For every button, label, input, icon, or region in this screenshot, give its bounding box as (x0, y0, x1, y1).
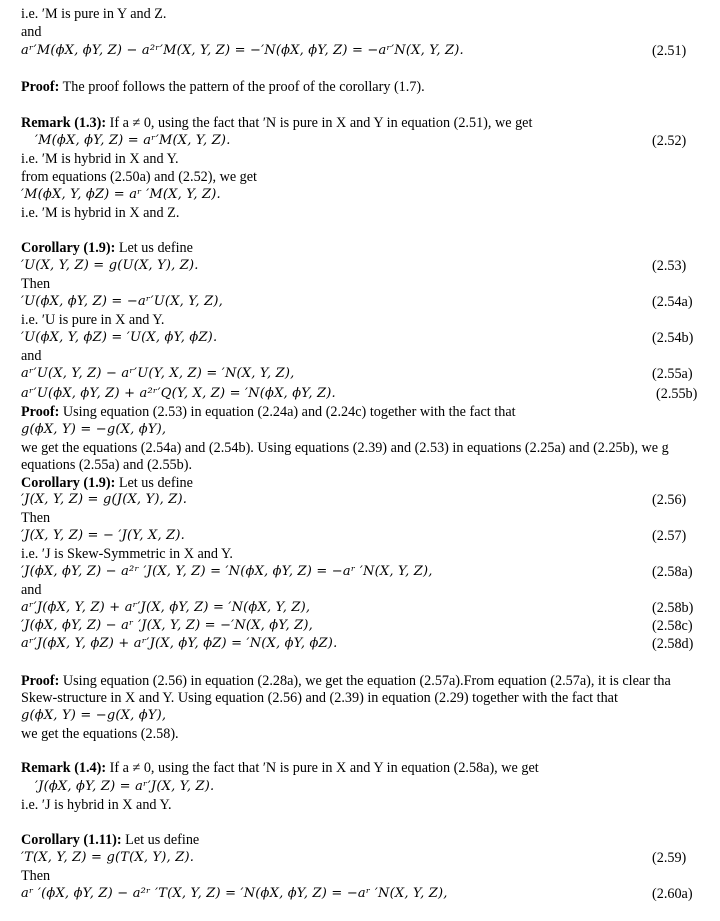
text-line (21, 5, 166, 23)
text-line (21, 239, 193, 257)
text-line (21, 867, 50, 885)
line-text: i.e. ′M is pure in Y and Z. (21, 6, 167, 22)
text-line (21, 545, 233, 563)
line-text: aʳ′J(ϕX, Y, Z) + aʳ′J(X, ϕY, Z) = ′N(ϕX, Y, Z), (21, 600, 311, 615)
line-text: Then (21, 276, 51, 292)
equation-number: (2.56) (652, 492, 687, 508)
equation-number: (2.60a) (652, 886, 693, 902)
equation-number: (2.55b) (656, 386, 698, 402)
section-label: Proof: (21, 404, 60, 420)
line-text: we get the equations (2.54a) and (2.54b). Using equations (2.39) and (2.53) in equations (2.25a) and (2.25b), we g (21, 440, 669, 456)
line-text: Using equation (2.56) in equation (2.28a), we get the equation (2.57a).From equation (2.57a), it is clear tha (59, 673, 671, 689)
equation-line (21, 617, 313, 635)
line-text: from equations (2.50a) and (2.52), we get (21, 169, 257, 185)
equation-line (21, 329, 217, 347)
equation-line (21, 365, 295, 383)
line-text: i.e. ′J is Skew-Symmetric in X and Y. (21, 546, 233, 562)
text-line (21, 796, 172, 814)
line-text: ′J(X, Y, Z) = − ′J(Y, X, Z). (21, 528, 185, 543)
text-line (21, 581, 42, 599)
equation-line (35, 132, 231, 150)
line-text: and (21, 24, 42, 40)
equation-number: (2.54a) (652, 294, 693, 310)
text-line (21, 831, 199, 849)
text-line (21, 168, 257, 186)
line-text: i.e. ′J is hybrid in X and Y. (21, 797, 172, 813)
line-text: ′U(X, Y, Z) = g(U(X, Y), Z). (21, 258, 199, 273)
section-label: Remark (1.3): (21, 115, 107, 131)
line-text: ′J(X, Y, Z) = g(J(X, Y), Z). (21, 492, 188, 507)
equation-line (21, 563, 433, 581)
line-text: and (21, 582, 42, 598)
equation-line (21, 885, 448, 903)
line-text: ′U(ϕX, Y, ϕZ) = ′U(X, ϕY, ϕZ). (21, 330, 218, 345)
equation-number: (2.55a) (652, 366, 693, 382)
equation-number: (2.58b) (652, 600, 694, 616)
line-text: The proof follows the pattern of the proof of the corollary (1.7). (59, 79, 425, 95)
line-text: Let us define (121, 832, 200, 848)
line-text: aʳ′J(ϕX, Y, ϕZ) + aʳ′J(X, ϕY, ϕZ) = ′N(X, ϕY, ϕZ). (21, 636, 338, 651)
equation-line (35, 778, 214, 796)
line-text: ′T(X, Y, Z) = g(T(X, Y), Z). (21, 850, 195, 865)
line-text: If a ≠ 0, using the fact that ′N is pure in X and Y in equation (2.58a), we get (106, 760, 539, 776)
line-text: g(ϕX, Y) = −g(X, ϕY), (21, 708, 167, 723)
equation-number: (2.58c) (652, 618, 693, 634)
line-text: aʳ′U(ϕX, ϕY, Z) + a²ʳ′Q(Y, X, Z) = ′N(ϕX, ϕY, Z). (21, 386, 336, 401)
line-text: Let us define (115, 475, 193, 491)
line-text: equations (2.55a) and (2.55b). (21, 457, 192, 473)
text-line (21, 204, 179, 222)
section-label: Corollary (1.9): (21, 240, 116, 256)
equation-number: (2.57) (652, 528, 687, 544)
text-line (21, 311, 164, 329)
text-line (21, 672, 671, 690)
equation-number: (2.52) (652, 133, 687, 149)
equation-line (21, 707, 166, 725)
section-label: Corollary (1.11): (21, 832, 122, 848)
equation-line (21, 385, 336, 403)
text-line (21, 725, 179, 743)
line-text: and (21, 348, 42, 364)
equation-line (21, 491, 187, 509)
equation-line (21, 527, 185, 545)
equation-line (21, 421, 166, 439)
text-line (21, 347, 42, 365)
line-text: i.e. ′U is pure in X and Y. (21, 312, 165, 328)
equation-line (21, 849, 194, 867)
line-text: aʳ′M(ϕX, ϕY, Z) − a²ʳ′M(X, Y, Z) = −′N(ϕX, ϕY, Z) = −aʳ′N(X, Y, Z). (21, 43, 464, 58)
equation-number: (2.53) (652, 258, 687, 274)
equation-line (21, 293, 223, 311)
equation-number: (2.54b) (652, 330, 694, 346)
line-text: ′M(ϕX, ϕY, Z) = aʳ′M(X, Y, Z). (35, 133, 231, 148)
text-line (21, 23, 42, 41)
equation-number: (2.51) (652, 43, 687, 59)
text-line (21, 403, 516, 421)
line-text: ′J(ϕX, ϕY, Z) − aʳ ′J(X, Y, Z) = −′N(X, ϕY, Z), (21, 618, 313, 633)
equation-number: (2.59) (652, 850, 687, 866)
line-text: Then (21, 510, 51, 526)
text-line (21, 509, 50, 527)
line-text: aʳ ′(ϕX, ϕY, Z) − a²ʳ ′T(X, Y, Z) = ′N(ϕX, ϕY, Z) = −aʳ ′N(X, Y, Z), (21, 886, 448, 901)
text-line (21, 474, 193, 492)
line-text: Then (21, 868, 51, 884)
section-label: Remark (1.4): (21, 760, 107, 776)
equation-line (21, 42, 464, 60)
line-text: Using equation (2.53) in equation (2.24a) and (2.24c) together with the fact that (59, 404, 516, 420)
text-line (21, 150, 179, 168)
text-line (21, 114, 532, 132)
equation-line (21, 186, 221, 204)
text-line (21, 689, 618, 707)
line-text: Let us define (115, 240, 193, 256)
line-text: ′M(ϕX, Y, ϕZ) = aʳ ′M(X, Y, Z). (21, 187, 221, 202)
line-text: aʳ′U(X, Y, Z) − aʳ′U(Y, X, Z) = ′N(X, Y, Z), (21, 366, 295, 381)
line-text: i.e. ′M is hybrid in X and Z. (21, 205, 180, 221)
equation-line (21, 599, 310, 617)
line-text: ′J(ϕX, ϕY, Z) = aʳ′J(X, Y, Z). (35, 779, 215, 794)
section-label: Proof: (21, 673, 60, 689)
text-line (21, 275, 50, 293)
line-text: Skew-structure in X and Y. Using equation (2.56) and (2.39) in equation (2.29) together with the fact that (21, 690, 618, 706)
text-line (21, 456, 192, 474)
line-text: ′U(ϕX, ϕY, Z) = −aʳ′U(X, Y, Z), (21, 294, 223, 309)
section-label: Corollary (1.9): (21, 475, 116, 491)
equation-number: (2.58d) (652, 636, 694, 652)
text-line (21, 78, 425, 96)
equation-line (21, 257, 199, 275)
line-text: ′J(ϕX, ϕY, Z) − a²ʳ ′J(X, Y, Z) = ′N(ϕX, ϕY, Z) = −aʳ ′N(X, Y, Z), (21, 564, 433, 579)
section-label: Proof: (21, 79, 60, 95)
equation-number: (2.58a) (652, 564, 693, 580)
line-text: i.e. ′M is hybrid in X and Y. (21, 151, 179, 167)
text-line (21, 759, 539, 777)
text-line (21, 439, 669, 457)
equation-line (21, 635, 337, 653)
line-text: we get the equations (2.58). (21, 726, 179, 742)
line-text: If a ≠ 0, using the fact that ′N is pure in X and Y in equation (2.51), we get (106, 115, 533, 131)
line-text: g(ϕX, Y) = −g(X, ϕY), (21, 422, 167, 437)
